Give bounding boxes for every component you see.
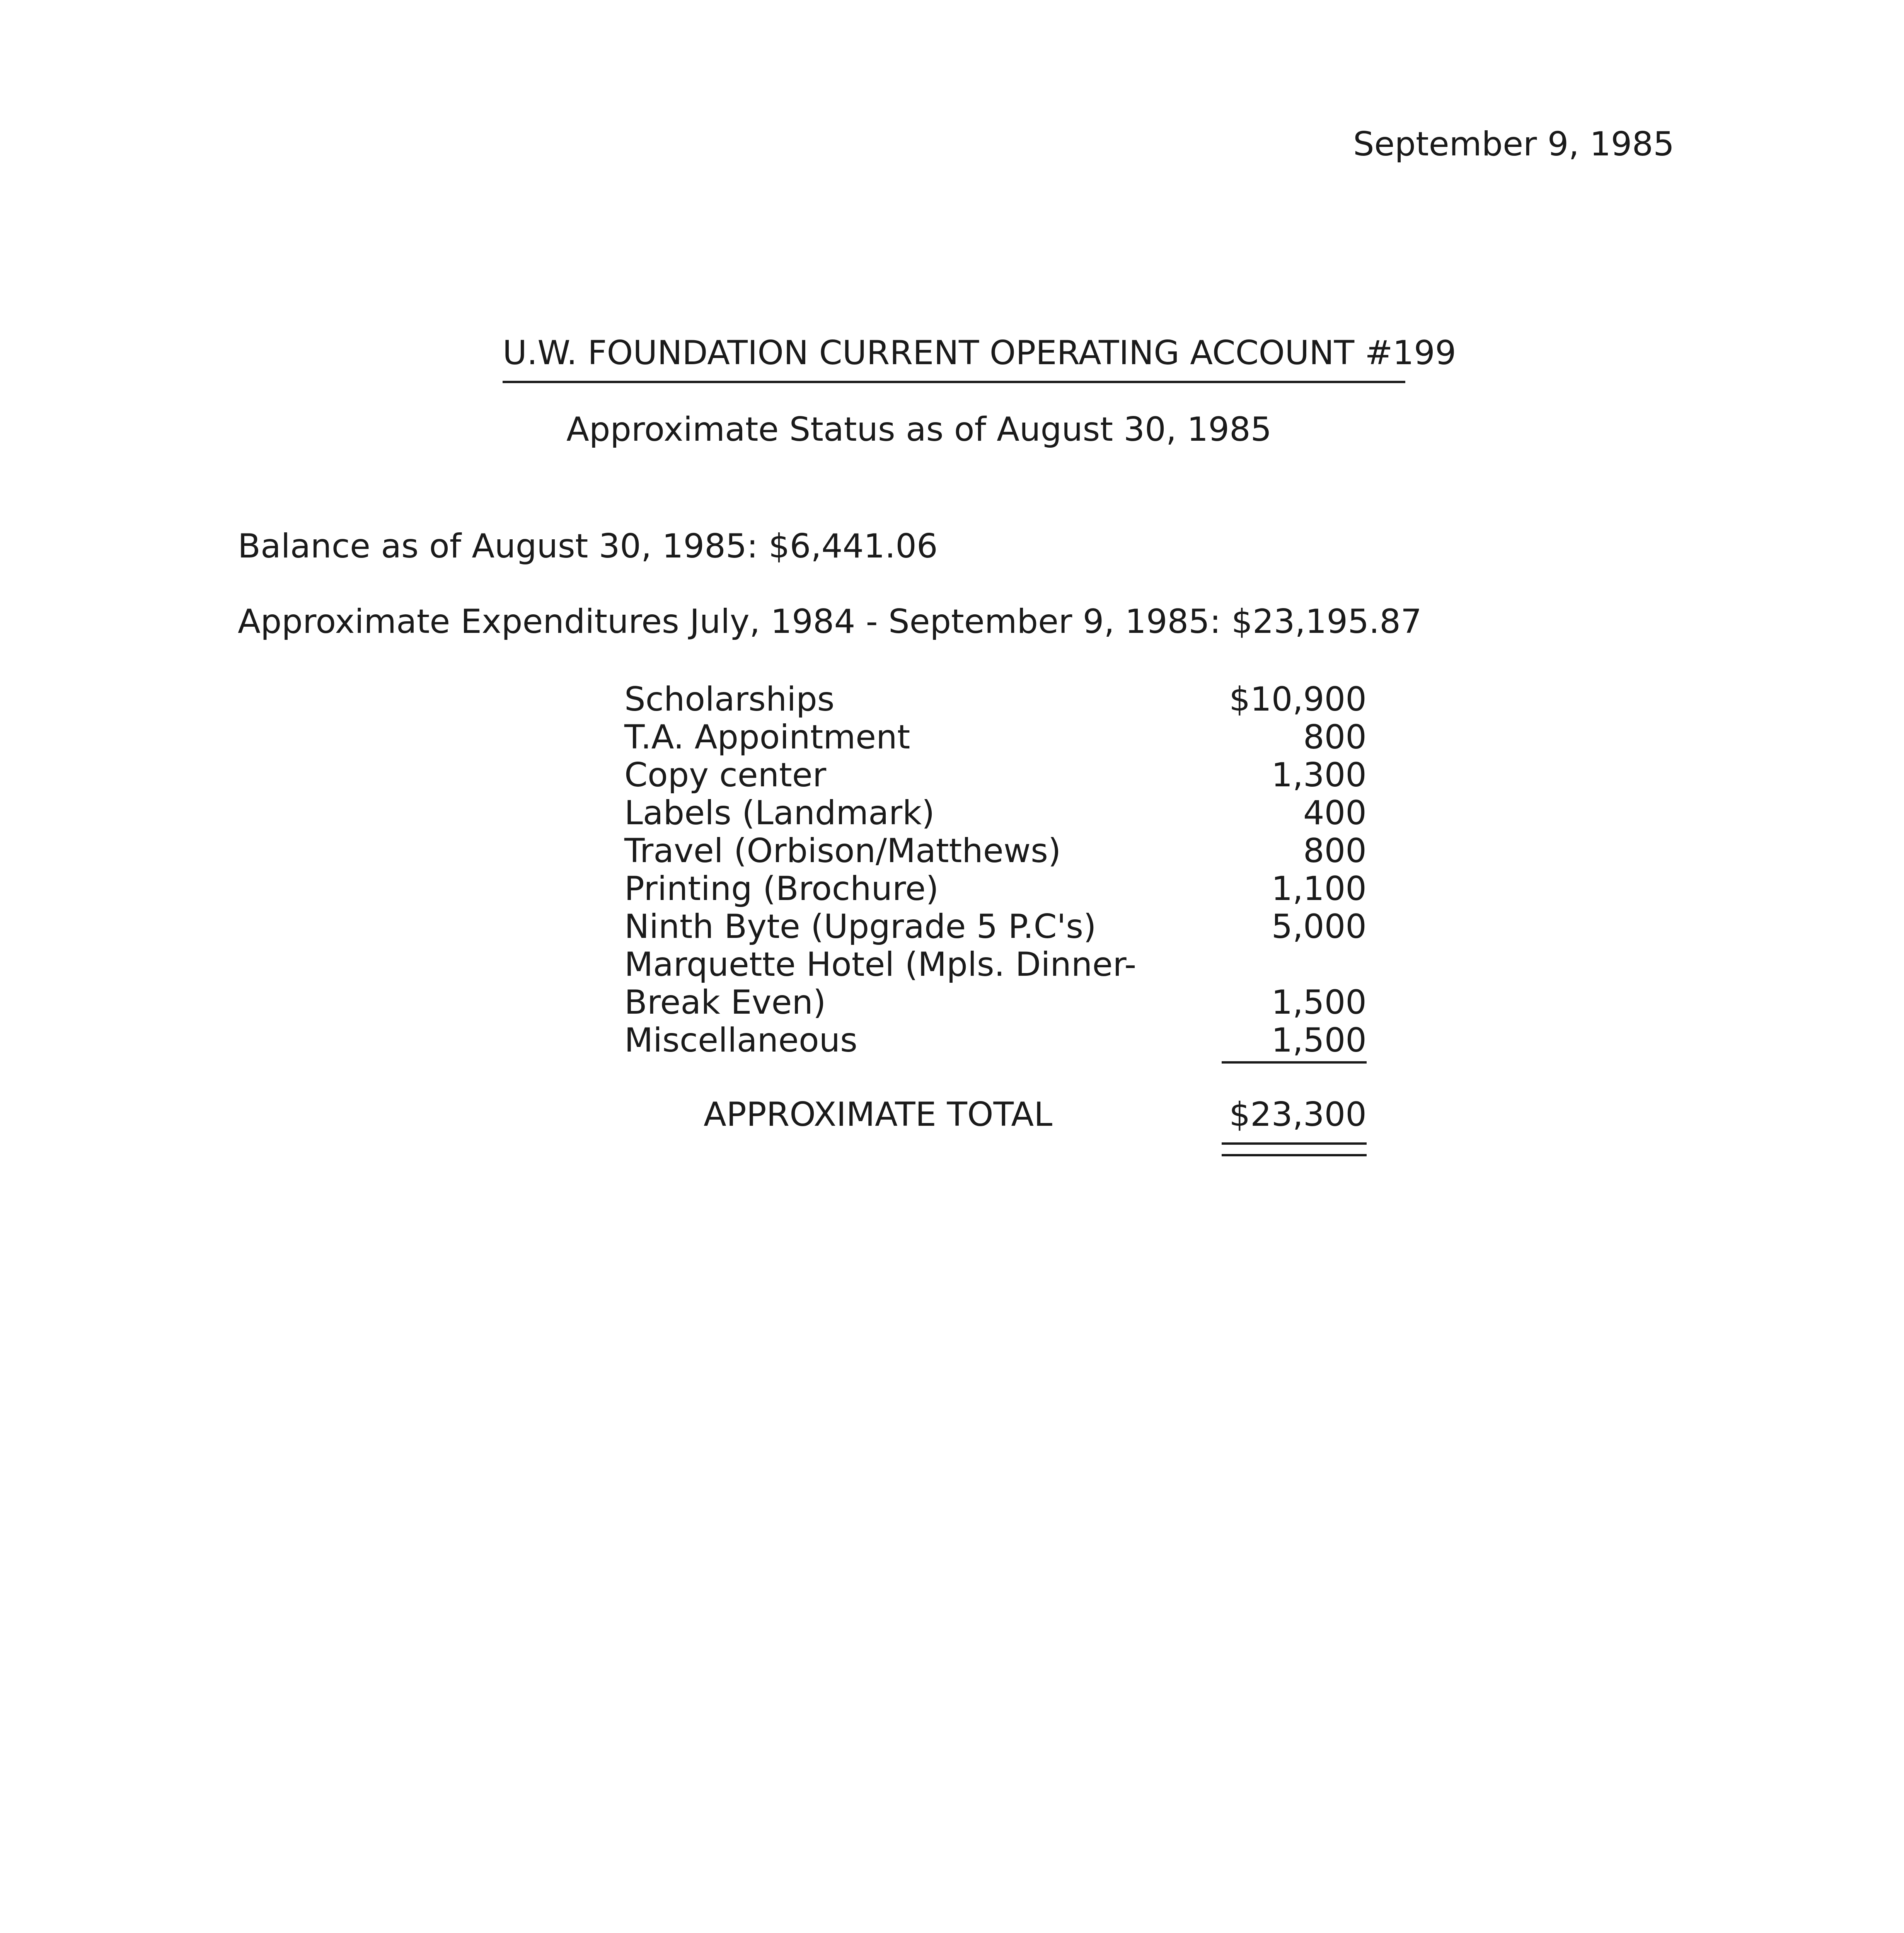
title-underline: [503, 381, 1405, 383]
total-double-rule-bottom: [1222, 1154, 1367, 1156]
total-label: APPROXIMATE TOTAL: [704, 1095, 1053, 1134]
expenditure-items: [624, 680, 1367, 1059]
item-label: Travel (Orbison/Matthews): [624, 832, 1061, 870]
item-amount: 800: [1303, 718, 1367, 757]
item-amount: 1,500: [1271, 983, 1367, 1022]
item-label: Scholarships: [624, 680, 835, 719]
item-label: Printing (Brochure): [624, 869, 939, 908]
expenditure-row: [624, 908, 1367, 946]
item-amount: $10,900: [1229, 680, 1367, 719]
item-amount: 1,500: [1271, 1021, 1367, 1060]
expenditure-row: [624, 870, 1367, 908]
total-double-rule-top: [1222, 1142, 1367, 1145]
item-label: Labels (Landmark): [624, 794, 935, 832]
item-label: Ninth Byte (Upgrade 5 P.C's): [624, 907, 1096, 946]
expenditures-line: Approximate Expenditures July, 1984 - September 9, 1985: $23,195.87: [238, 602, 1422, 641]
item-amount: 5,000: [1271, 907, 1367, 946]
item-label: Copy center: [624, 756, 827, 794]
subtotal-rule: [1222, 1061, 1367, 1064]
document-title: U.W. FOUNDATION CURRENT OPERATING ACCOUNT #199: [503, 334, 1456, 372]
item-amount: 400: [1303, 794, 1367, 832]
balance-line: Balance as of August 30, 1985: $6,441.06: [238, 527, 938, 566]
expenditure-row: [624, 680, 1367, 718]
item-amount: 1,300: [1271, 756, 1367, 794]
item-label: Miscellaneous: [624, 1021, 857, 1060]
total-amount: $23,300: [1229, 1095, 1367, 1134]
expenditure-row: [624, 1021, 1367, 1059]
item-label: T.A. Appointment: [624, 718, 910, 757]
item-amount: 1,100: [1271, 869, 1367, 908]
expenditure-row: [624, 756, 1367, 794]
item-amount: 800: [1303, 832, 1367, 870]
item-label: Marquette Hotel (Mpls. Dinner- Break Even): [624, 945, 1137, 1022]
expenditure-row: [624, 794, 1367, 832]
expenditure-row: [624, 946, 1367, 1021]
expenditure-row: [624, 718, 1367, 756]
document-subtitle: Approximate Status as of August 30, 1985: [566, 410, 1272, 449]
expenditure-row: [624, 832, 1367, 870]
document-date: September 9, 1985: [1353, 125, 1674, 164]
